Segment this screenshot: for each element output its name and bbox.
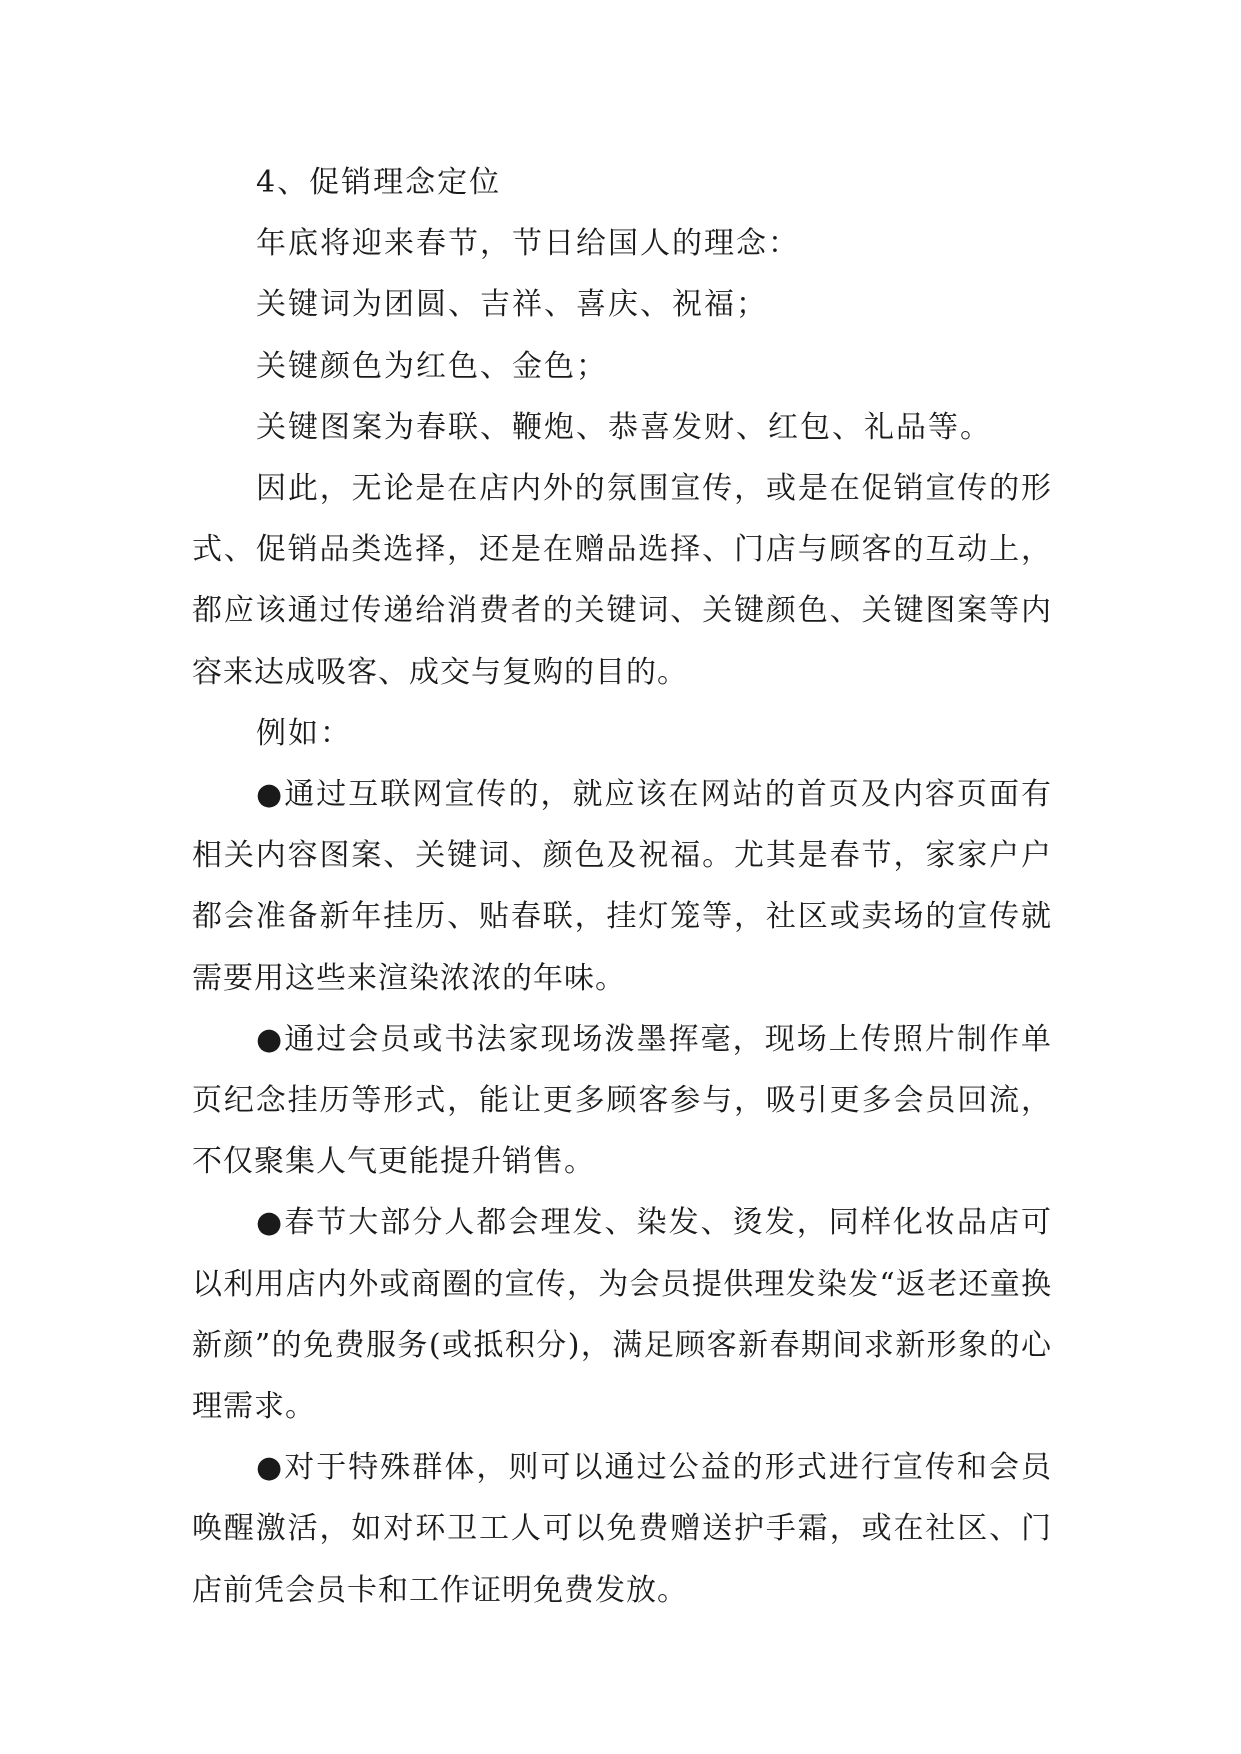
example-label: 例如： xyxy=(256,715,352,751)
bullet-internet: ●通过互联网宣传的，就应该在网站的首页及内容页面有相关内容图案、关键词、颜色及祝福。尤其是春节，家家户户都会准备新年挂历、贴春联，挂灯笼等，社区或卖场的宣传就需要用这些来渲染浓浓的年味。 xyxy=(192,777,1052,996)
intro-paragraph: 年底将迎来春节，节日给国人的理念： xyxy=(256,226,800,262)
bullet-hair-service: ●春节大部分人都会理发、染发、烫发，同样化妆品店可以利用店内外或商圈的宣传，为会员提供理发染发“返老还童换新颜”的免费服务(或抵积分)，满足顾客新春期间求新形象的心理需求。 xyxy=(192,1205,1052,1425)
colors-line: 关键颜色为红色、金色； xyxy=(256,348,608,384)
section-heading: 4、促销理念定位 xyxy=(256,165,502,200)
bullet-special-groups: ●对于特殊群体，则可以通过公益的形式进行宣传和会员唤醒激活，如对环卫工人可以免费赠送护手霜，或在社区、门店前凭会员卡和工作证明免费发放。 xyxy=(192,1450,1052,1608)
keywords-line: 关键词为团圆、吉祥、喜庆、祝福； xyxy=(256,287,768,323)
bullet-calligraphy: ●通过会员或书法家现场泼墨挥毫，现场上传照片制作单页纪念挂历等形式，能让更多顾客参与，吸引更多会员回流，不仅聚集人气更能提升销售。 xyxy=(192,1021,1052,1180)
document-page xyxy=(192,152,1052,1621)
summary-paragraph: 因此，无论是在店内外的氛围宣传，或是在促销宣传的形式、促销品类选择，还是在赠品选择、门店与顾客的互动上，都应该通过传递给消费者的关键词、关键颜色、关键图案等内容来达成吸客、成交与复购的目的。 xyxy=(192,471,1052,690)
patterns-line: 关键图案为春联、鞭炮、恭喜发财、红包、礼品等。 xyxy=(256,409,992,445)
